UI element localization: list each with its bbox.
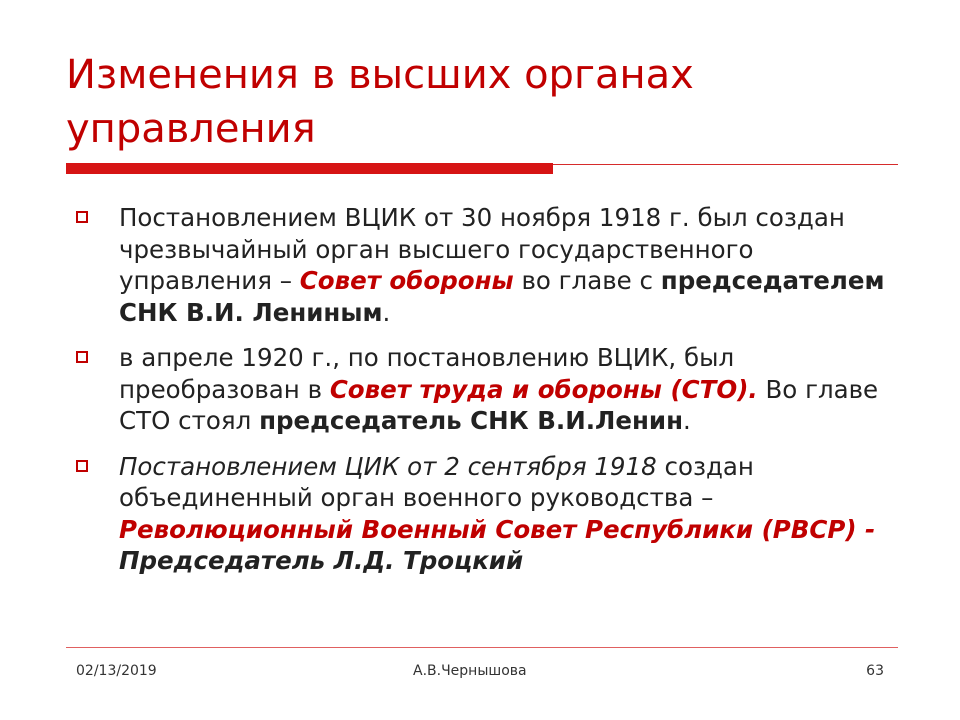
bullet-2-period: .: [683, 406, 691, 435]
bullet-item-1: [76, 202, 896, 328]
bullet-1-bold: председателем СНК В.И. Лениным: [119, 266, 885, 327]
hollow-square-icon: [76, 351, 88, 363]
bullet-2-highlight: Совет труда и обороны (СТО).: [329, 374, 758, 404]
slide-number: 63: [866, 663, 884, 679]
bullet-list: [76, 202, 896, 591]
bullet-3-text: создан объединенный орган военного руководства –: [119, 451, 754, 512]
title-divider-thick: [66, 163, 553, 174]
bullet-1-highlight: Совет обороны: [299, 266, 514, 295]
hollow-square-icon: [76, 211, 88, 223]
slide-title: Изменения в высших органах управления: [66, 52, 694, 152]
footer-author: А.В.Чернышова: [413, 663, 527, 679]
bullet-item-2: [76, 342, 896, 437]
bullet-2-text-2: Во главе СТО стоял: [119, 374, 879, 435]
bullet-2-text: в апреле 1920 г., по постановлению ВЦИК, был преобразован в: [119, 343, 735, 404]
bullet-1-period: .: [382, 297, 391, 327]
hollow-square-icon: [76, 460, 88, 472]
bullet-2-bold: председатель СНК В.И.Ленин: [259, 406, 683, 435]
bullet-3-italic: Постановлением ЦИК от 2 сентября 1918: [119, 451, 657, 481]
bullet-3-highlight: Революционный Военный Совет Республики (РВСР) -: [119, 514, 876, 544]
bullet-1-text-2: во главе с: [513, 266, 661, 295]
bullet-3-bold-italic: Председатель Л.Д. Троцкий: [119, 546, 524, 575]
bullet-1-text: Постановлением ВЦИК от 30 ноября 1918 г. был создан чрезвычайный орган высшего государственного управления –: [119, 203, 845, 295]
bullet-item-3: [76, 451, 896, 577]
footer-divider: [66, 647, 898, 648]
footer-date: 02/13/2019: [76, 663, 157, 679]
